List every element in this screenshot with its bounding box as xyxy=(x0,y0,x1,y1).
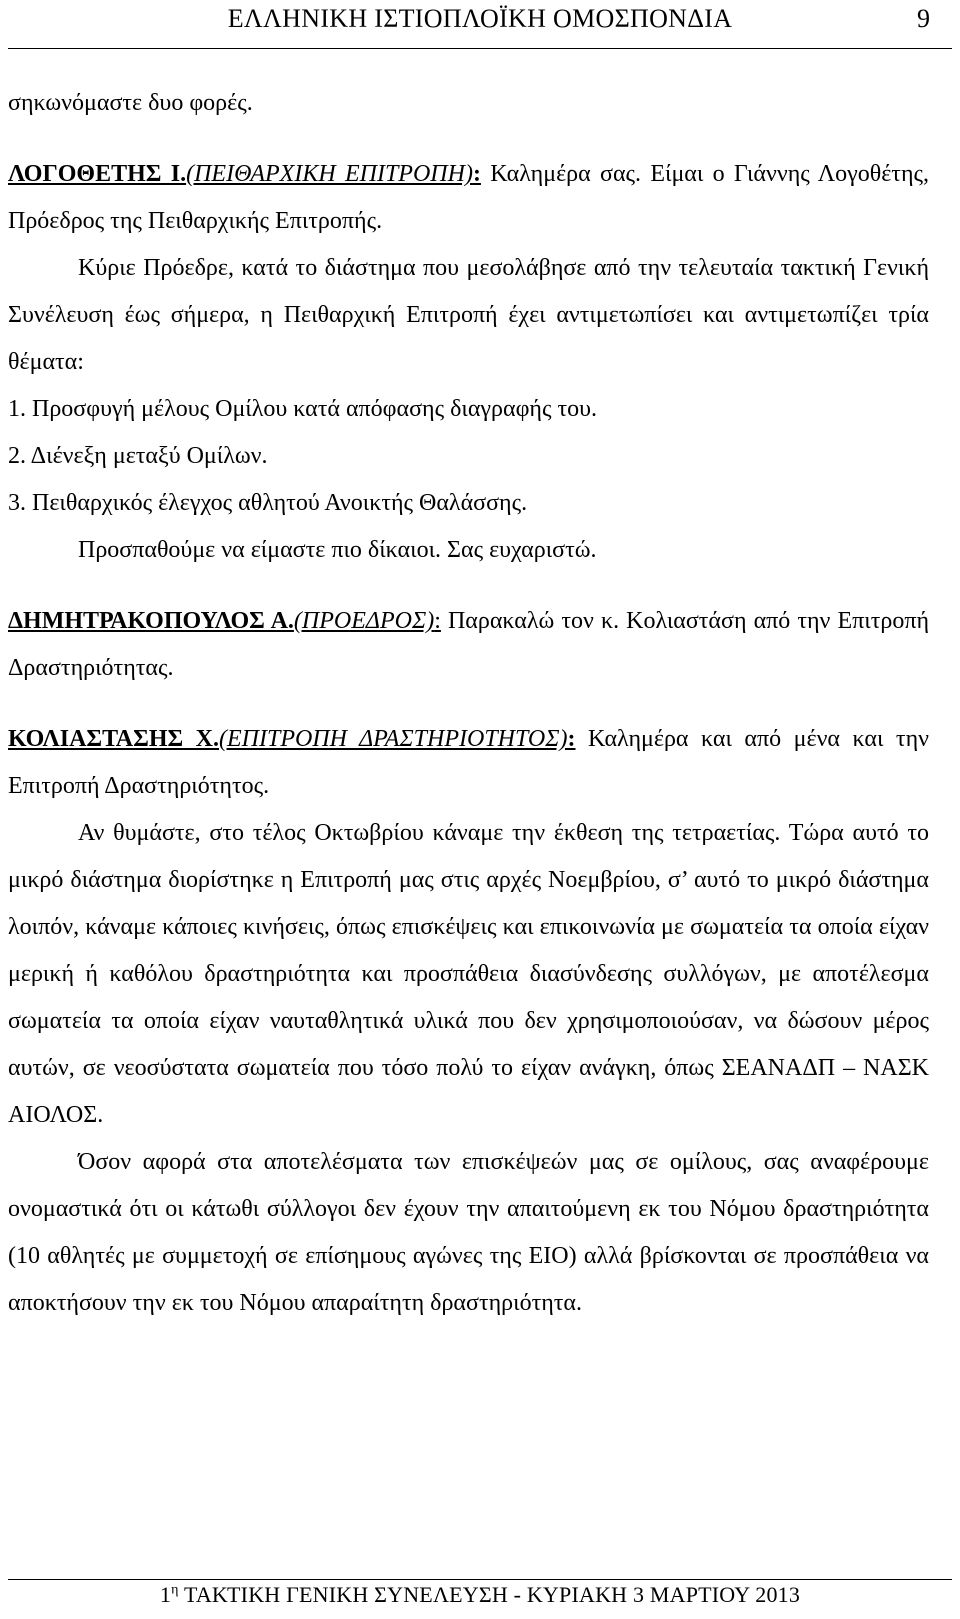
speech-text: Καλημέρα και από μένα και την Επιτροπή Δραστηριότητος. xyxy=(8,726,929,799)
list-item: 3. Πειθαρχικός έλεγχος αθλητού Ανοικτής Θαλάσσης. xyxy=(8,490,528,516)
paragraph: Αν θυμάστε, στο τέλος Οκτωβρίου κάναμε την έκθεση της τετραετίας. Τώρα αυτό το μικρό διάστημα διορίστηκε η Επιτροπή μας στις αρχές Νοεμβρίου, σ’ αυτό το μικρό διάστημα λοιπόν, κάναμε κάποιες κινήσεις, όπως επισκέψεις και επικοινωνία με σωματεία τα οποία είχαν μερική ή καθόλου δραστηριότητα και προσπάθεια διασύνδεσης συλλόγων, με αποτέλεσμα σωματεία τα οποία είχαν ναυταθλητικά υλικά που δεν χρησιμοποιούσαν, να δώσουν μέρος αυτών, σε νεοσύστατα σωματεία που τόσο πολύ το είχαν ανάγκη, όπως ΣΕΑΝΑΔΠ – ΝΑΣΚ ΑΙΟΛΟΣ. xyxy=(8,820,929,1128)
footer-ordinal: 1 xyxy=(159,1582,172,1607)
footer-title: ΤΑΚΤΙΚΗ ΓΕΝΙΚΗ ΣΥΝΕΛΕΥΣΗ - ΚΥΡΙΑΚΗ 3 ΜΑΡΤΙΟΥ 2013 xyxy=(178,1582,801,1607)
speaker-name: ΔΗΜΗΤΡΑΚΟΠΟΥΛΟΣ Α. xyxy=(8,608,294,634)
footer-text xyxy=(8,1582,952,1608)
speaker-role: (ΠΕΙΘΑΡΧΙΚΗ ΕΠΙΤΡΟΠΗ) xyxy=(186,161,473,187)
spacer xyxy=(8,692,929,716)
speaker-colon: : xyxy=(434,608,441,634)
speaker-name: ΚΟΛΙΑΣΤΑΣΗΣ Χ. xyxy=(8,726,220,752)
speech-text: Καλημέρα σας. Είμαι ο Γιάννης Λογοθέτης, Πρόεδρος της Πειθαρχικής Επιτροπής. xyxy=(8,161,930,234)
speech-text: Παρακαλώ τον κ. Κολιαστάση από την Επιτροπή Δραστηριότητας. xyxy=(8,608,929,681)
page-footer xyxy=(8,1579,952,1616)
speaker-paragraph-koliastasis xyxy=(8,716,929,810)
speaker-role: (ΕΠΙΤΡΟΠΗ ΔΡΑΣΤΗΡΙΟΤΗΤΟΣ) xyxy=(219,726,568,752)
speaker-colon: : xyxy=(472,161,481,187)
list-item: 1. Προσφυγή μέλους Ομίλου κατά απόφασης διαγραφής του. xyxy=(8,396,597,422)
page-header xyxy=(8,0,952,49)
spacer xyxy=(8,127,929,151)
list-item: 2. Διένεξη μεταξύ Ομίλων. xyxy=(8,443,268,469)
header-title: ΕΛΛΗΝΙΚΗ ΙΣΤΙΟΠΛΟΪΚΗ ΟΜΟΣΠΟΝΔΙΑ xyxy=(227,4,733,33)
paragraph: σηκωνόμαστε δυο φορές. xyxy=(8,90,253,116)
spacer xyxy=(8,574,929,598)
speaker-name: ΛΟΓΟΘΕΤΗΣ Ι. xyxy=(8,161,187,187)
document-body xyxy=(8,80,929,1327)
paragraph: Κύριε Πρόεδρε, κατά το διάστημα που μεσολάβησε από την τελευταία τακτική Γενική Συνέλευση έως σήμερα, η Πειθαρχική Επιτροπή έχει αντιμετωπίσει και αντιμετωπίζει τρία θέματα: xyxy=(8,255,929,375)
paragraph: Προσπαθούμε να είμαστε πιο δίκαιοι. Σας ευχαριστώ. xyxy=(78,537,597,563)
speaker-role: (ΠΡΟΕΔΡΟΣ) xyxy=(293,608,435,634)
page-number: 9 xyxy=(917,4,930,33)
speaker-paragraph-dimitrakopoulos xyxy=(8,598,929,692)
footer-ordinal-suffix: η xyxy=(171,1582,179,1598)
speaker-paragraph-logothetis xyxy=(8,151,929,245)
paragraph: Όσον αφορά στα αποτελέσματα των επισκέψεών μας σε ομίλους, σας αναφέρουμε ονομαστικά ότι οι κάτωθι σύλλογοι δεν έχουν την απαιτούμενη εκ του Νόμου δραστηριότητα (10 αθλητές με συμμετοχή σε επίσημους αγώνες της ΕΙΟ) αλλά βρίσκονται σε προσπάθεια να αποκτήσουν την εκ του Νόμου απαραίτητη δραστηριότητα. xyxy=(8,1149,929,1316)
speaker-colon: : xyxy=(567,726,576,752)
